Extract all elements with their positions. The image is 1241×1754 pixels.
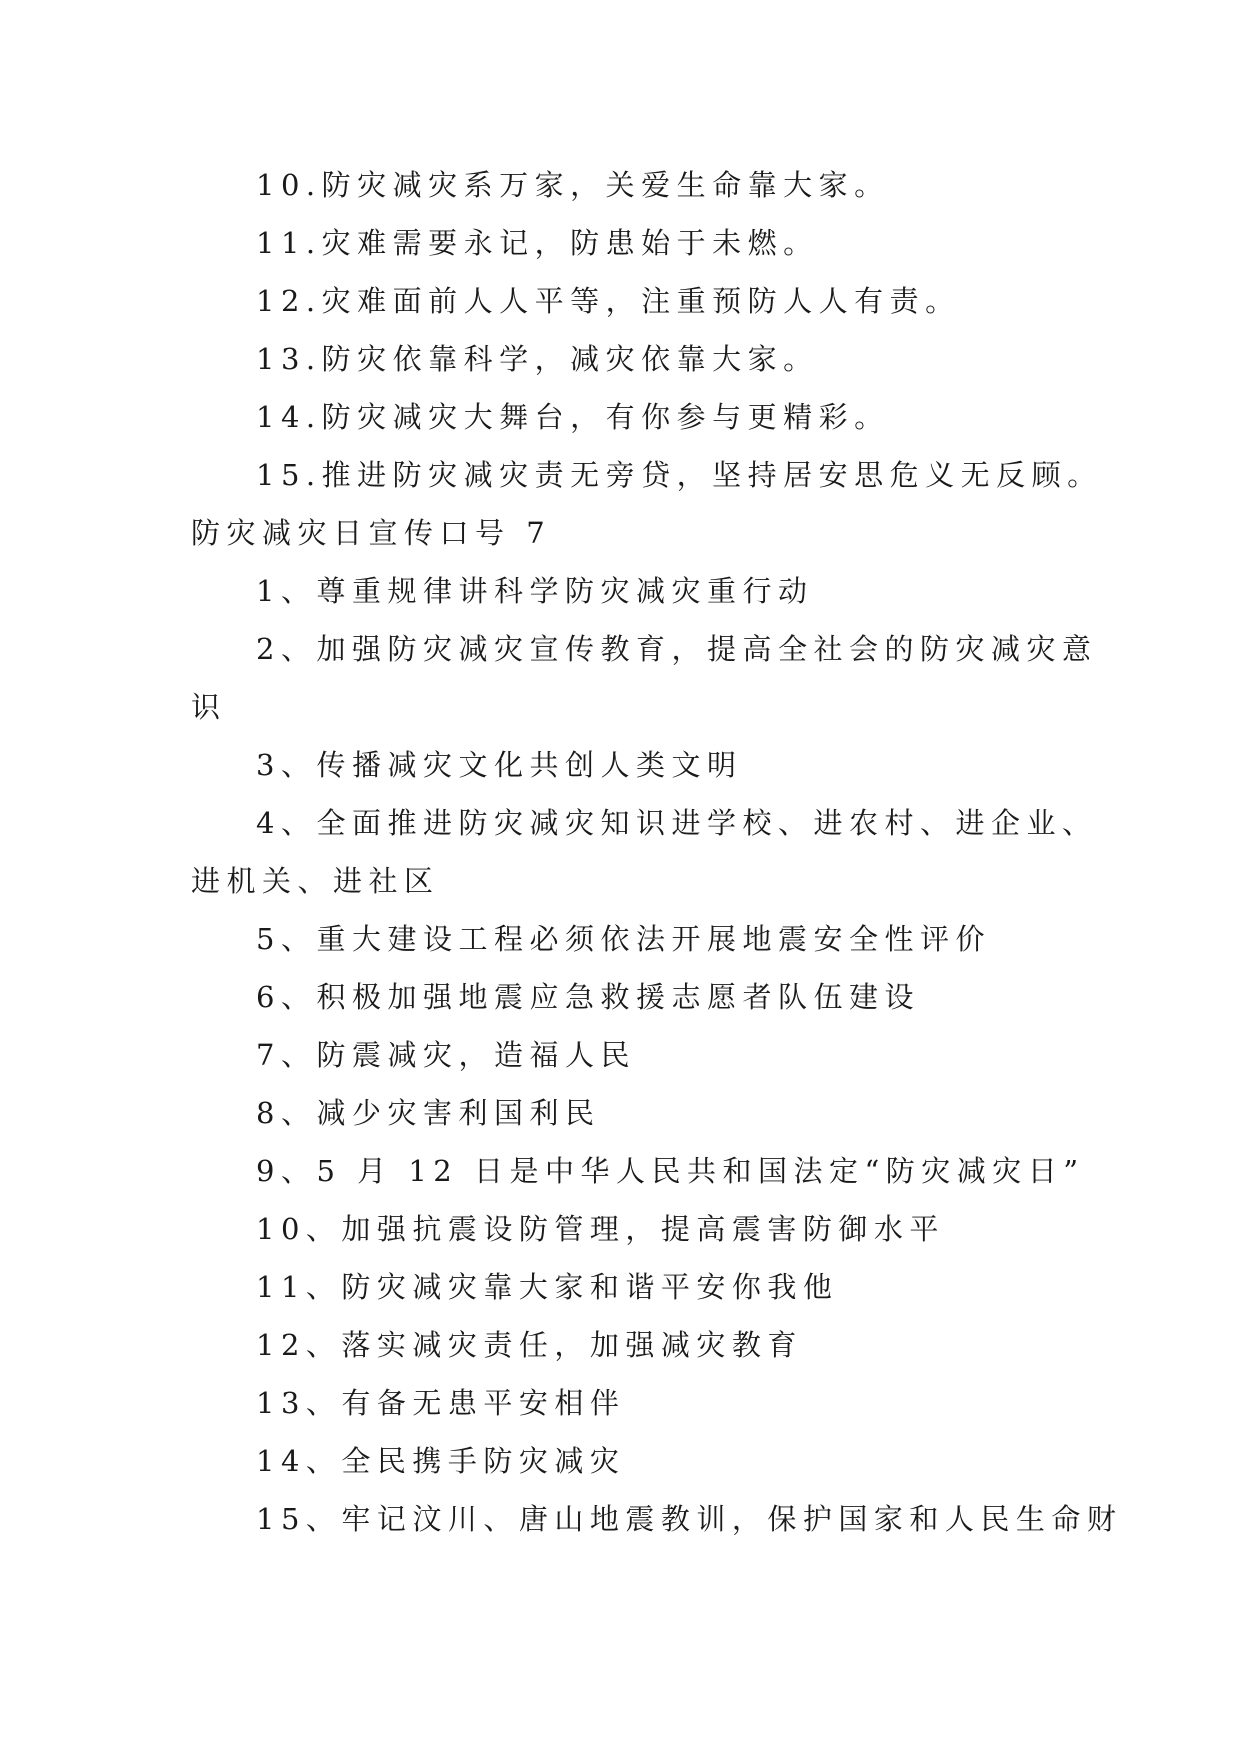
slogan-item-8: 8、减少灾害利国利民 [256,1096,601,1130]
slogan-item-prev-12: 12.灾难面前人人平等，注重预防人人有责。 [256,284,961,318]
slogan-item-prev-15: 15.推进防灾减灾责无旁贷，坚持居安思危义无反顾。 [256,458,1103,492]
slogan-item-7: 7、防震减灾，造福人民 [256,1038,636,1072]
slogan-item-14: 14、全民携手防灾减灾 [256,1444,626,1478]
slogan-item-4: 4、全面推进防灾减灾知识进学校、进农村、进企业、 [256,806,1098,840]
slogan-item-11: 11、防灾减灾靠大家和谐平安你我他 [256,1270,839,1304]
slogan-item-13: 13、有备无患平安相伴 [256,1386,626,1420]
slogan-item-15: 15、牢记汶川、唐山地震教训，保护国家和人民生命财 [256,1502,1123,1536]
slogan-item-10: 10、加强抗震设防管理，提高震害防御水平 [256,1212,945,1246]
slogan-item-prev-10: 10.防灾减灾系万家，关爱生命靠大家。 [256,168,890,202]
slogan-item-9: 9、5 月 12 日是中华人民共和国法定“防灾减灾日” [256,1154,1085,1188]
slogan-item-prev-13: 13.防灾依靠科学，减灾依靠大家。 [256,342,819,376]
slogan-item-4-continued: 进机关、进社区 [191,864,440,898]
slogan-item-2-continued: 识 [191,690,227,724]
slogan-item-prev-11: 11.灾难需要永记，防患始于未燃。 [256,226,819,260]
slogan-item-1: 1、尊重规律讲科学防灾减灾重行动 [256,574,814,608]
slogan-item-2: 2、加强防灾减灾宣传教育，提高全社会的防灾减灾意 [256,632,1098,666]
slogan-item-prev-14: 14.防灾减灾大舞台，有你参与更精彩。 [256,400,890,434]
section-heading: 防灾减灾日宣传口号 7 [191,516,552,550]
slogan-item-3: 3、传播减灾文化共创人类文明 [256,748,743,782]
slogan-item-5: 5、重大建设工程必须依法开展地震安全性评价 [256,922,991,956]
slogan-item-6: 6、积极加强地震应急救援志愿者队伍建设 [256,980,920,1014]
slogan-item-12: 12、落实减灾责任，加强减灾教育 [256,1328,803,1362]
